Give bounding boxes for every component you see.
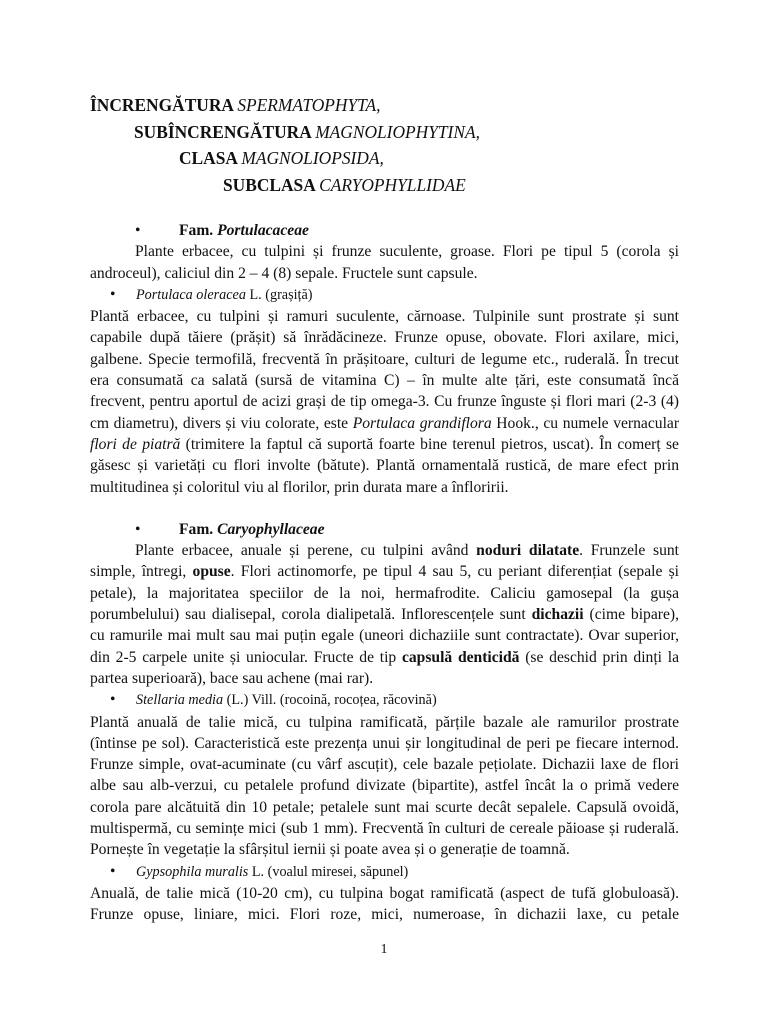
bullet-icon: • [135,222,141,239]
family-description: Plante erbacee, cu tulpini și frunze suculente, groase. Flori pe tipul 5 (corola și androceul), caliciul din 2 – 4 (8) sepale. Fructele sunt capsule. [90,243,679,282]
bullet-icon: • [110,691,116,709]
page-number: 1 [380,942,388,957]
bullet-icon: • [110,285,116,303]
heading-subclass: SUBCLASA CARYOPHYLLIDAE [223,174,466,195]
heading-division: ÎNCRENGĂTURA SPERMATOPHYTA, [90,95,381,115]
family-description: Plante erbacee, anuale și perene, cu tulpini având noduri dilatate. Frunzele sunt simple, întregi, opuse. Flori actinomorfe, pe tipul 4 sau 5, cu periant diferențiat (sepale și petale), la majoritatea speciilor de la noi, hermafrodite. Caliciu gamosepal (la gușa porumbelului) sau dialisepal, corola dialipetală. Inflorescențele sunt dichazii (cime bipare), cu ramurile mai mult sau mai puțin egale (uneori dichaziile sunt contractate). Ovar superior, din 2-5 carpele unite și uniocular. Fructe de tip capsulă denticidă (se deschid prin dinți la partea superioară), bace sau achene (mai rar). [90,542,679,687]
species-description: Plantă erbacee, cu tulpini și ramuri suculente, cărnoase. Tulpinile sunt prostrate și sunt capabile după tăiere (prășit) să înrădăcineze. Frunze opuse, obovate. Flori axilare, mici, galbene. Specie termofilă, frecventă în prășitoare, culturi de legume etc., ruderală. În trecut era consumată ca salată (sursă de vitamina C) – în multe alte țări, este consumată încă frecvent, pentru aportul de acizi grași de tip omega-3. Cu frunze înguste și flori mari (2-3 (4) cm diametru), divers și viu colorate, este Portulaca grandiflora Hook., cu numele vernacular flori de piatră (trimitere la faptul că suportă foarte bine terenul pietros, uscat). În comerț se găsesc și varietăți cu flori involte (bătute). Plantă ornamentală rustică, de mare efect prin multitudinea și coloritul viu al florilor, prin durata mare a înfloririi. [90,308,680,496]
bullet-icon: • [135,520,141,538]
heading-class: CLASA MAGNOLIOPSIDA, [179,148,384,168]
family-heading-portulacaceae: • Fam. Portulacaceae [90,220,679,241]
species-heading: • Stellaria media (L.) Vill. (rocoină, rocoțea, răcovină) [90,689,679,711]
document-page [90,92,679,926]
species-description: Anuală, de talie mică (10-20 cm), cu tulpina bogat ramificată (aspect de tufă globuloasă). Frunze opuse, liniare, mici. Flori roze, mici, numeroase, în dichazii laxe, cu petale [90,884,679,924]
bullet-icon: • [110,862,116,880]
heading-subdivision: SUBÎNCRENGĂTURA MAGNOLIOPHYTINA, [134,121,480,142]
species-description: Plantă anuală de talie mică, cu tulpina ramificată, părțile bazale ale ramurilor prostrate (întinse pe sol). Caracteristică este prezența unui șir longitudinal de peri pe fiecare internod. Frunze simple, ovat-acuminate (cu vârf ascuțit), cele bazale pețiolate. Dichazii laxe de flori albe sau alb-verzui, cu petalele profund divizate (bipartite), astfel încât la o primă vedere corola pare alcătuită din 10 petale; petalele sunt mai scurte decât sepalele. Capsulă ovoidă, multispermă, cu semințe mici (sub 1 mm). Frecventă în culturi de cereale păioase și ruderală. Pornește în vegetație la sfârșitul iernii și poate avea și o generație de toamnă. [90,713,679,859]
family-heading-caryophyllaceae: • Fam. Caryophyllaceae [90,519,679,540]
species-heading: • Gypsophila muralis L. (voalul miresei, săpunel) [90,861,679,883]
species-heading: • Portulaca oleracea L. (grașiță) [90,284,679,306]
